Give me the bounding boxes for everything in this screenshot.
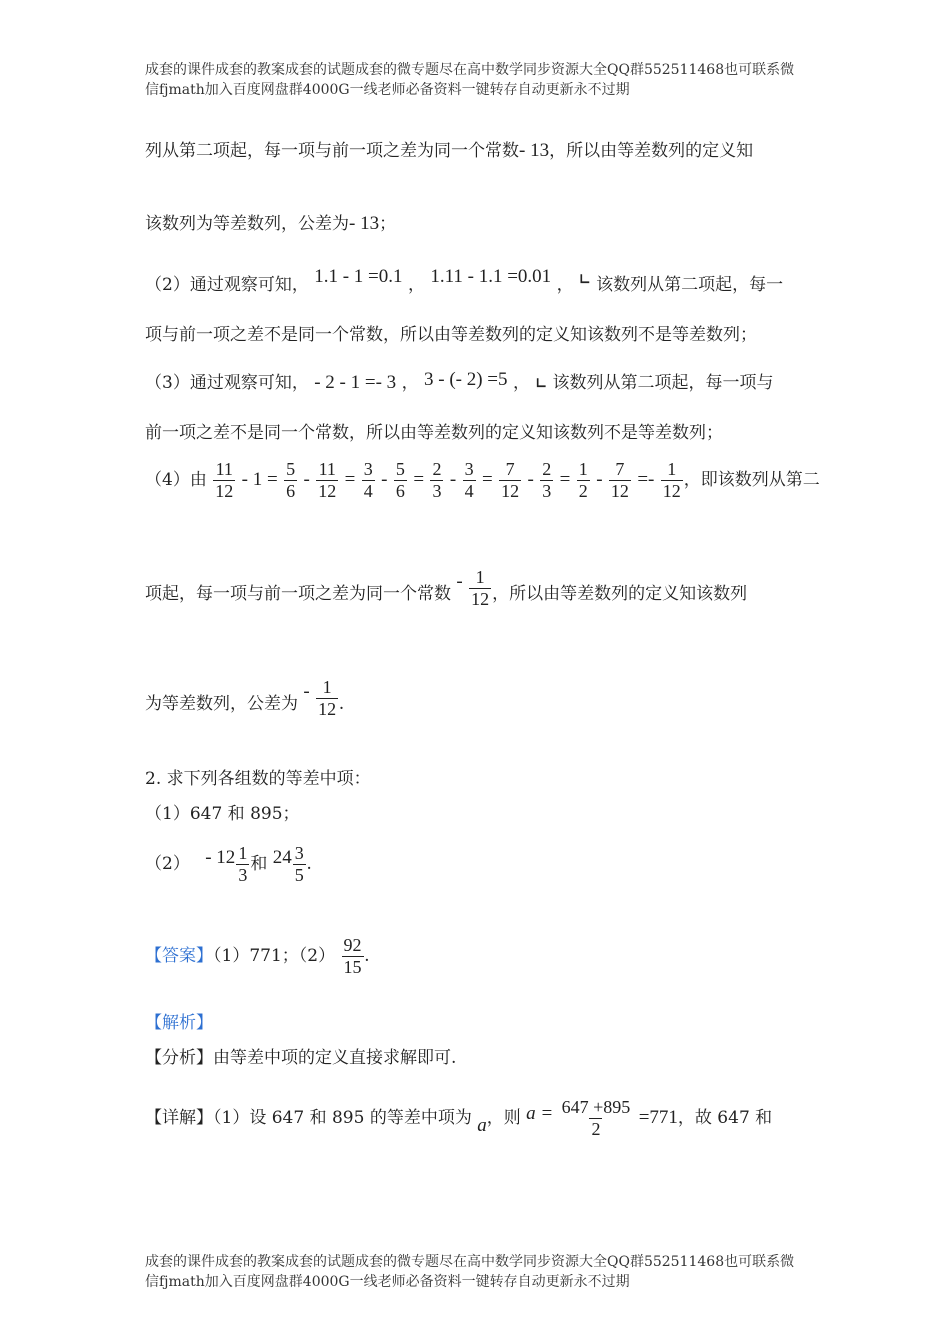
question-2-item-1: （1）647 和 895； (145, 804, 300, 824)
math-op: = (344, 469, 356, 490)
math-op: = (481, 469, 493, 490)
text: ，所以由等差数列的定义知该数列 (492, 584, 748, 604)
fraction: $\frac{3}{5}$ (294, 843, 304, 885)
page-header (145, 60, 815, 100)
text: 为等差数列，公差为 (145, 694, 298, 714)
math-op: - (596, 469, 603, 490)
text: . (306, 853, 312, 874)
analysis-detail (145, 1094, 772, 1142)
analysis-label: 【解析】 (145, 1013, 213, 1033)
ellipsis-icon: ∟ (579, 272, 591, 288)
fraction: $\frac{1}{12}$ (662, 459, 681, 501)
analysis-fenxi: 【分析】由等差中项的定义直接求解即可. (145, 1048, 457, 1068)
math-value: - 13 (349, 213, 380, 234)
fraction: $\frac{1}{2}$ (578, 459, 588, 501)
math-expression: 3 - (- 2) =5 (424, 369, 508, 390)
text: （3）通过观察可知， (145, 373, 309, 393)
math-expression: - 2 - 1 =- 3 (314, 372, 397, 393)
paragraph-8 (145, 567, 748, 618)
fraction: $\frac{3}{4}$ (363, 459, 373, 501)
fraction: $\frac{92}{15}$ (343, 935, 362, 977)
fraction: $\frac{11}{12}$ (318, 459, 337, 501)
text: ， (556, 275, 574, 295)
math-op: - 1 = (241, 469, 278, 490)
answer-label: 【答案】 (145, 946, 213, 966)
paragraph-5 (145, 369, 774, 395)
header-line-1: 成套的课件成套的教案成套的试题成套的微专题尽在高中数学同步资源大全QQ群552511468也可联系微 (145, 62, 795, 78)
text: ， (407, 275, 425, 295)
text: . (339, 693, 344, 714)
text: 和 (250, 854, 268, 874)
math-var: a (477, 1115, 487, 1136)
header-line-2: 信fjmath加入百度网盘群4000G一线老师必备资料一键转存自动更新永不过期 (145, 82, 630, 98)
math-value: - 13 (519, 140, 550, 161)
math-op: - (381, 469, 388, 490)
text: 列从第二项起，每一项与前一项之差为同一个常数 (145, 141, 519, 161)
text: （2）通过观察可知， (145, 275, 309, 295)
text: ，即该数列从第二 (683, 470, 820, 490)
fraction: $\frac{11}{12}$ (215, 459, 234, 501)
math-op: = (559, 469, 571, 490)
text: . (364, 945, 370, 966)
text: 该数列从第二项起，每一 (596, 275, 784, 295)
math-op: = (413, 469, 425, 490)
math-op: - (449, 469, 457, 490)
detail-label: 【详解】 (145, 1108, 213, 1128)
math-op: - (303, 681, 310, 702)
text: （2） (145, 854, 190, 874)
paragraph-9 (145, 677, 344, 728)
fraction: $\frac{1}{12}$ (471, 567, 490, 609)
text: （1）设 647 和 895 的等差中项为 (213, 1108, 472, 1128)
math-expression: =771 (638, 1107, 678, 1128)
ellipsis-icon: ∟ (535, 376, 548, 392)
fraction: $\frac{7}{12}$ (610, 459, 629, 501)
paragraph-6: 前一项之差不是同一个常数，所以由等差数列的定义知该数列不是等差数列； (145, 423, 723, 443)
math-expression: 1.11 - 1.1 =0.01 (430, 266, 552, 287)
footer-line-1: 成套的课件成套的教案成套的试题成套的微专题尽在高中数学同步资源大全QQ群552511468也可联系微 (145, 1254, 795, 1270)
math-expression: 1.1 - 1 =0.1 (314, 266, 403, 287)
fraction: $\frac{5}{6}$ (286, 459, 296, 501)
answer-line (145, 932, 369, 980)
text: ， (401, 373, 419, 393)
paragraph-7 (145, 456, 820, 504)
paragraph-4: 项与前一项之差不是同一个常数，所以由等差数列的定义知该数列不是等差数列； (145, 325, 757, 345)
fraction: $\frac{1}{3}$ (238, 843, 248, 885)
mixed-number-int: - 12 (205, 847, 236, 868)
text: （1）771；（2） (213, 946, 336, 966)
page-footer (145, 1252, 815, 1292)
fraction: $\frac{5}{6}$ (395, 459, 405, 501)
math-op: - (456, 571, 463, 592)
fraction: $\frac{3}{4}$ (464, 459, 474, 501)
text: 该数列为等差数列，公差为 (145, 214, 349, 234)
question-2-title: 2. 求下列各组数的等差中项： (145, 769, 371, 789)
text: ，故 647 和 (677, 1108, 773, 1128)
fraction: $\frac{647 +895}{2}$ (561, 1097, 631, 1139)
text: ， (512, 373, 530, 393)
paragraph-1 (145, 140, 753, 162)
math-op: - (303, 469, 310, 490)
fraction: $\frac{2}{3}$ (432, 459, 442, 501)
mixed-number-int: 24 (272, 847, 292, 868)
fraction: $\frac{2}{3}$ (542, 459, 552, 501)
fraction: $\frac{1}{12}$ (318, 677, 337, 719)
text: ，所以由等差数列的定义知 (549, 141, 754, 161)
paragraph-2 (145, 213, 396, 235)
paragraph-3 (145, 266, 784, 297)
footer-line-2: 信fjmath加入百度网盘群4000G一线老师必备资料一键转存自动更新永不过期 (145, 1274, 630, 1290)
math-op: =- (637, 469, 655, 490)
math-op: - (527, 469, 534, 490)
text: ，则 (486, 1108, 521, 1128)
text: （4）由 (145, 470, 207, 490)
text: 项起，每一项与前一项之差为同一个常数 (145, 584, 451, 604)
fraction: $\frac{7}{12}$ (501, 459, 520, 501)
math-var: a = (526, 1103, 554, 1124)
text: 该数列从第二项起，每一项与 (552, 373, 774, 393)
question-2-item-2 (145, 840, 311, 888)
text: ； (379, 214, 397, 234)
